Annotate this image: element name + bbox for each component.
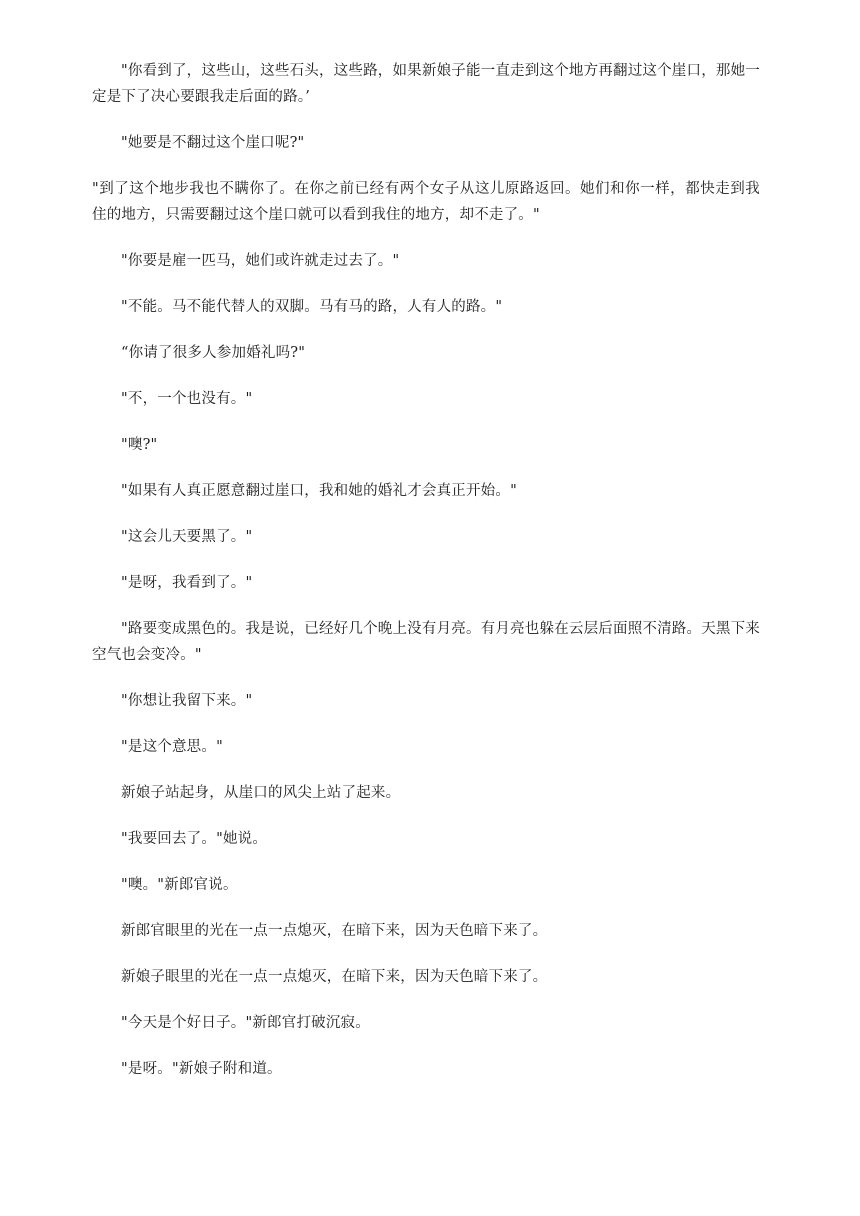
paragraph-6: “你请了很多人参加婚礼吗?"	[121, 345, 306, 361]
paragraph-21: "是呀。"新娘子附和道。	[121, 1061, 282, 1077]
paragraph-2: "她要是不翻过这个崖口呢?"	[121, 135, 305, 151]
paragraph-3: "到了这个地步我也不瞒你了。在你之前已经有两个女子从这儿原路返回。她们和你一样，都快走到我住的地方，只需要翻过这个崖口就可以看到我住的地方，却不走了。"	[92, 181, 760, 223]
paragraph-5: "不能。马不能代替人的双脚。马有马的路，人有人的路。"	[121, 299, 503, 315]
paragraph-9: "如果有人真正愿意翻过崖口，我和她的婚礼才会真正开始。"	[121, 483, 517, 499]
paragraph-16: "我要回去了。"她说。	[121, 831, 268, 847]
paragraph-12: "路要变成黑色的。我是说，已经好几个晚上没有月亮。有月亮也躲在云层后面照不清路。天黑下来空气也会变冷。"	[92, 621, 760, 663]
paragraph-13: "你想让我留下来。"	[121, 693, 253, 709]
paragraph-8: "噢?"	[121, 437, 158, 453]
paragraph-20: "今天是个好日子。"新郎官打破沉寂。	[121, 1015, 370, 1031]
paragraph-17: "噢。"新郎官说。	[121, 877, 238, 893]
paragraph-15: 新娘子站起身，从崖口的风尖上站了起来。	[121, 785, 401, 801]
paragraph-18: 新郎官眼里的光在一点一点熄灭，在暗下来，因为天色暗下来了。	[121, 923, 548, 939]
document-page	[92, 58, 760, 1102]
paragraph-14: "是这个意思。"	[121, 739, 223, 755]
paragraph-10: "这会儿天要黑了。"	[121, 529, 253, 545]
paragraph-1: "你看到了，这些山，这些石头，这些路，如果新娘子能一直走到这个地方再翻过这个崖口，那她一定是下了决心要跟我走后面的路。’	[92, 63, 760, 105]
paragraph-19: 新娘子眼里的光在一点一点熄灭，在暗下来，因为天色暗下来了。	[121, 969, 548, 985]
paragraph-11: "是呀，我看到了。"	[121, 575, 253, 591]
paragraph-7: "不，一个也没有。"	[121, 391, 253, 407]
paragraph-4: "你要是雇一匹马，她们或许就走过去了。"	[121, 253, 400, 269]
